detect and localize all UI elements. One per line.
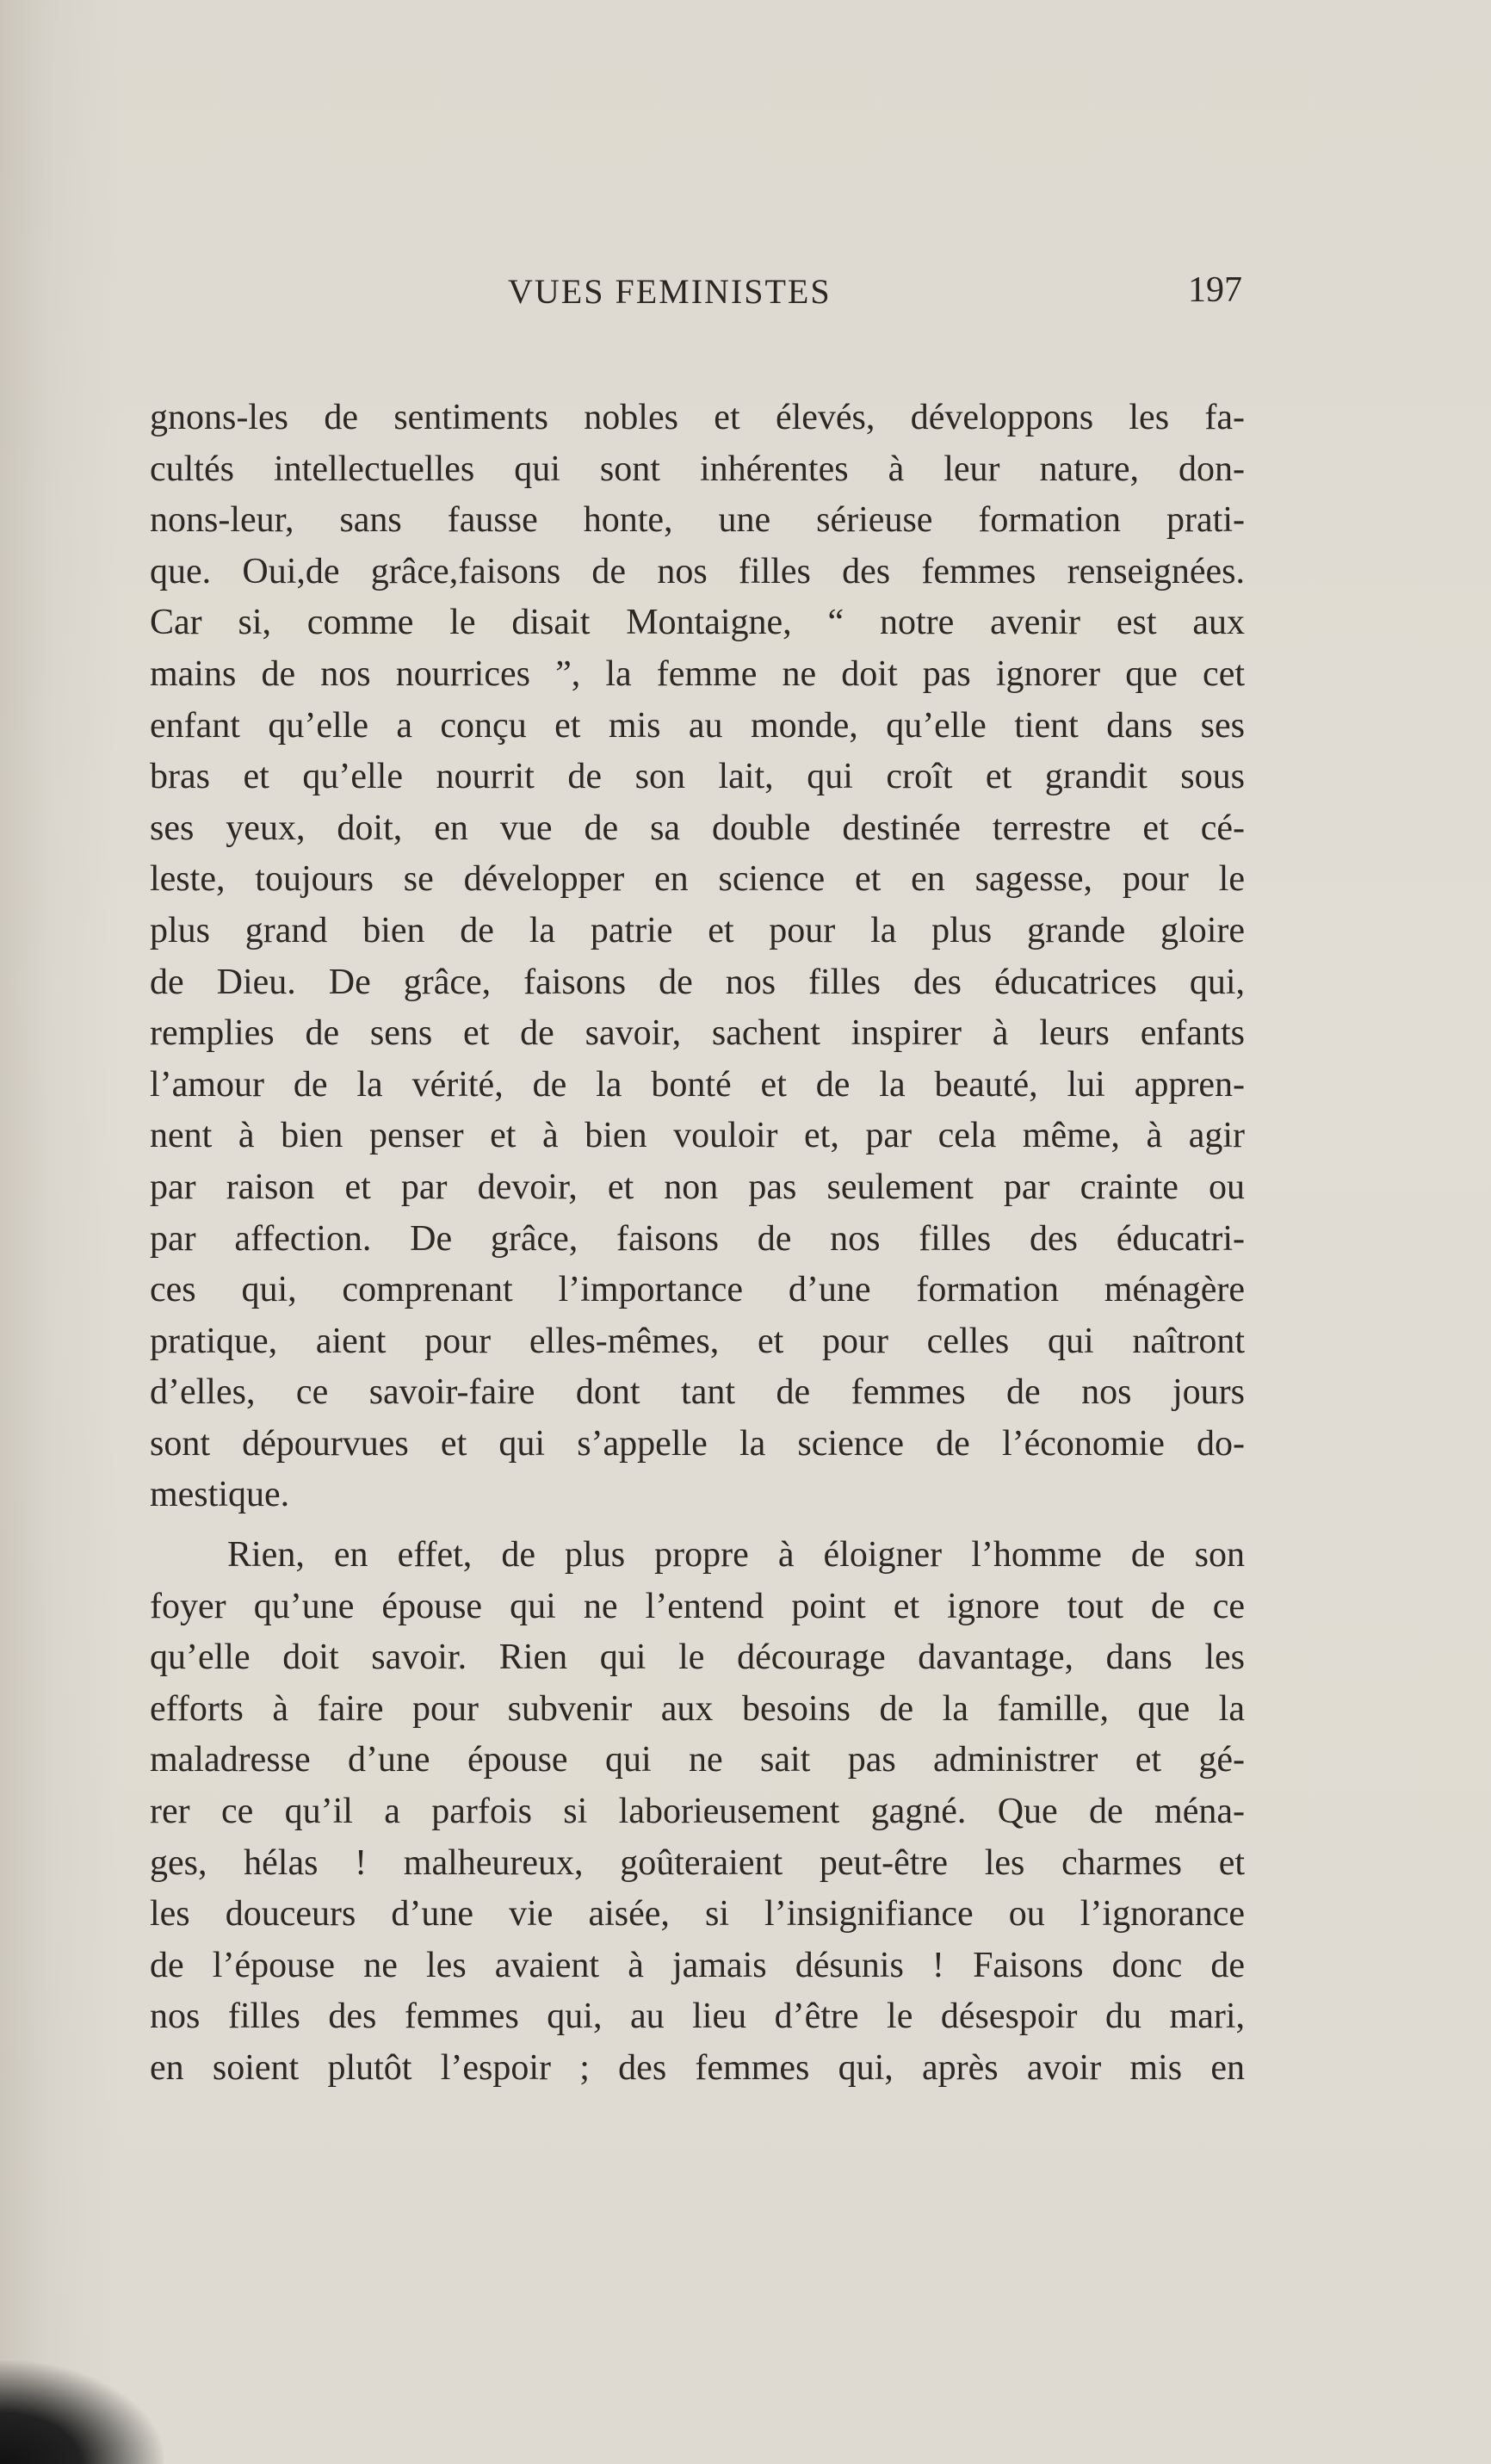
text-line: gnons-les de sentiments nobles et élevés, développons les fa- (150, 398, 1245, 437)
text-line: de l’épouse ne les avaient à jamais désunis ! Faisons donc de (150, 1945, 1245, 1985)
text-line: ses yeux, doit, en vue de sa double destinée terrestre et cé- (150, 808, 1245, 848)
text-line: pratique, aient pour elles-mêmes, et pour celles qui naîtront (150, 1321, 1245, 1361)
text-line: foyer qu’une épouse qui ne l’entend point et ignore tout de ce (150, 1586, 1245, 1626)
text-line: enfant qu’elle a conçu et mis au monde, qu’elle tient dans ses (150, 705, 1245, 746)
text-line: leste, toujours se développer en science et en sagesse, pour le (150, 859, 1245, 900)
text-line: l’amour de la vérité, de la bonté et de la beauté, lui appren- (150, 1064, 1245, 1105)
text-line: d’elles, ce savoir-faire dont tant de femmes de nos jours (150, 1372, 1245, 1413)
paragraph-2 (150, 1530, 1245, 2095)
text-line: que. Oui,de grâce,faisons de nos filles des femmes renseignées. (150, 551, 1245, 591)
text-line: nent à bien penser et à bien vouloir et, par cela même, à agir (150, 1116, 1245, 1156)
body-text (150, 393, 1245, 2095)
text-line: Rien, en effet, de plus propre à éloigner l’homme de son (227, 1535, 1245, 1576)
text-line: qu’elle doit savoir. Rien qui le décourage davantage, dans les (150, 1638, 1245, 1678)
text-line: Car si, comme le disait Montaigne, “ notre avenir est aux (150, 603, 1245, 643)
paragraph-1 (150, 393, 1245, 1521)
text-line: par raison et par devoir, et non pas seulement par crainte ou (150, 1167, 1245, 1207)
text-line: maladresse d’une épouse qui ne sait pas administrer et gé- (150, 1740, 1245, 1780)
paragraph-gap (150, 1521, 1245, 1530)
text-line: bras et qu’elle nourrit de son lait, qui croît et grandit sous (150, 757, 1245, 797)
text-line: sont dépourvues et qui s’appelle la science de l’économie do- (150, 1423, 1245, 1464)
text-line: ces qui, comprenant l’importance d’une formation ménagère (150, 1270, 1245, 1310)
text-line: nos filles des femmes qui, au lieu d’être le désespoir du mari, (150, 1997, 1245, 2037)
text-line: par affection. De grâce, faisons de nos filles des éducatri- (150, 1218, 1245, 1259)
text-line: mestique. (150, 1475, 290, 1515)
text-line: ges, hélas ! malheureux, goûteraient peut-être les charmes et (150, 1842, 1245, 1883)
text-line: mains de nos nourrices ”, la femme ne doit pas ignorer que cet (150, 653, 1245, 694)
text-line: cultés intellectuelles qui sont inhérentes à leur nature, don- (150, 449, 1245, 489)
text-line: remplies de sens et de savoir, sachent inspirer à leurs enfants (150, 1013, 1245, 1054)
page-number: 197 (1188, 270, 1242, 310)
page-edge-shadow (0, 2361, 164, 2464)
text-line: les douceurs d’une vie aisée, si l’insignifiance ou l’ignorance (150, 1894, 1245, 1935)
text-line: nons-leur, sans fausse honte, une sérieuse formation prati- (150, 500, 1245, 541)
text-line: en soient plutôt l’espoir ; des femmes qui, après avoir mis en (150, 2048, 1245, 2088)
running-title: VUES FEMINISTES (508, 272, 832, 311)
text-line: de Dieu. De grâce, faisons de nos filles des éducatrices qui, (150, 962, 1245, 1002)
text-line: plus grand bien de la patrie et pour la plus grande gloire (150, 910, 1245, 950)
text-line: efforts à faire pour subvenir aux besoins de la famille, que la (150, 1688, 1245, 1729)
text-line: rer ce qu’il a parfois si laborieusement gagné. Que de ména- (150, 1792, 1245, 1832)
